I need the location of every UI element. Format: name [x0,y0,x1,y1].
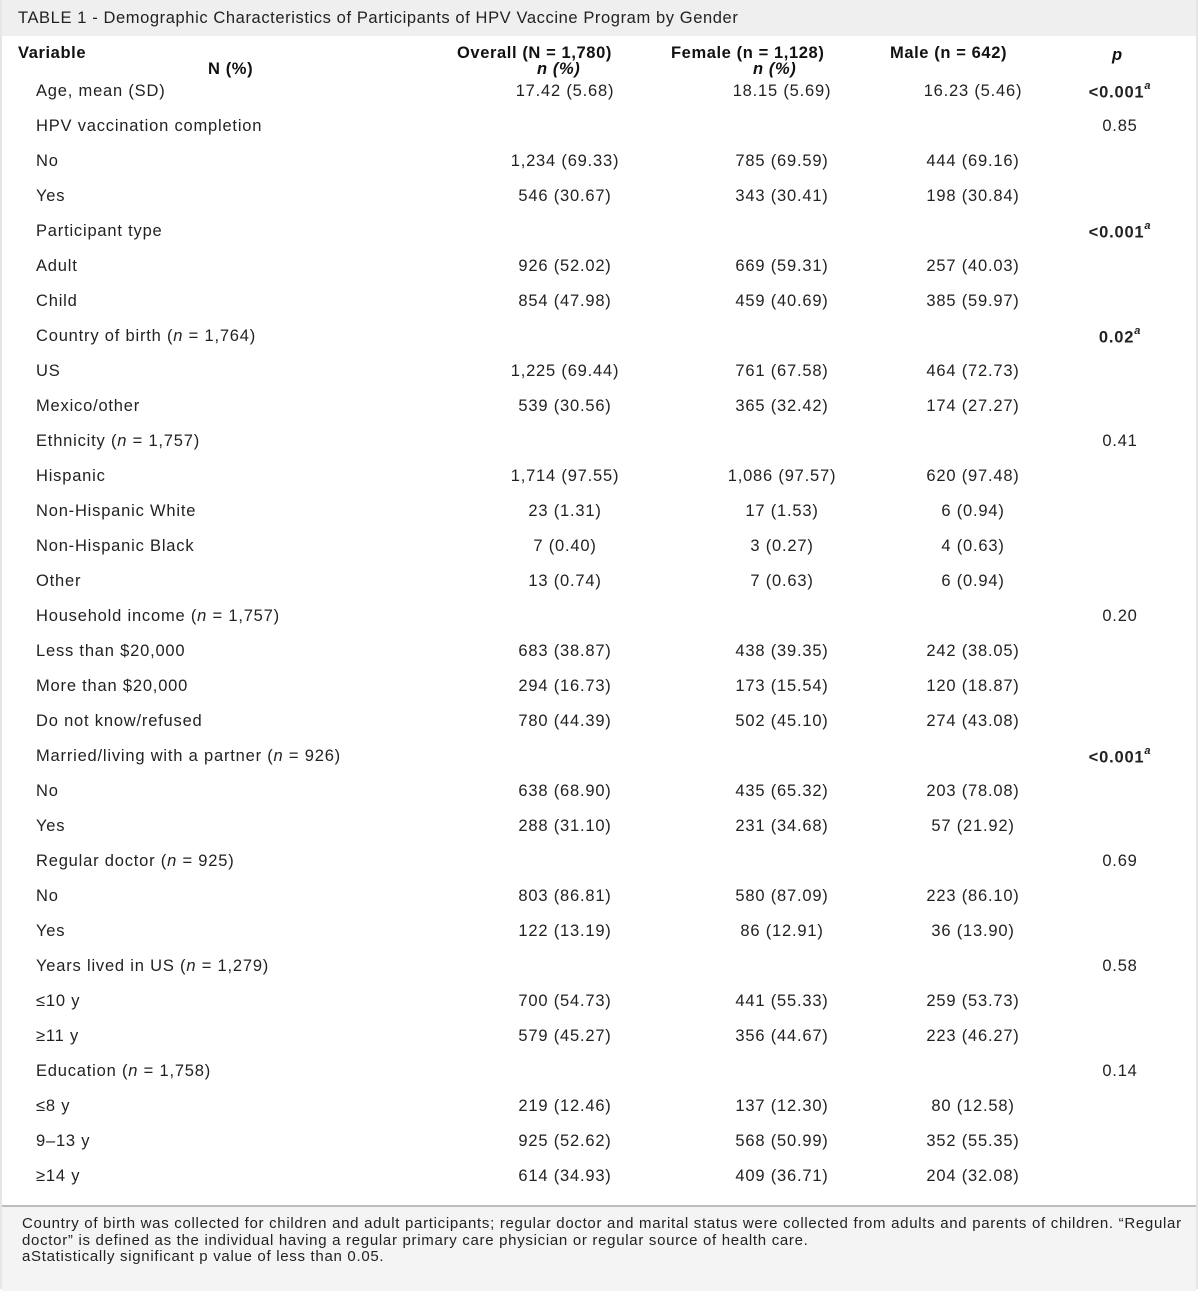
table-row [0,671,1200,706]
table-row [0,356,1200,391]
header-variable: Variable [18,44,87,62]
cell-female: 1,086 (97.57) [727,467,837,485]
header-p-value: p [1112,46,1123,64]
header-female: Female (n = 1,128) [671,44,825,62]
cell-p-value [1060,957,1180,976]
cell-overall: 614 (34.93) [518,1167,612,1185]
header-overall-label: Overall (N = 1,780) [457,44,612,62]
cell-overall: 683 (38.87) [518,642,612,660]
cell-overall: 579 (45.27) [518,1027,612,1045]
cell-male: 223 (46.27) [926,1027,1020,1045]
cell-p-value [1060,607,1180,626]
cell-overall: 926 (52.02) [518,257,612,275]
cell-male: 198 (30.84) [926,187,1020,205]
table-row [0,1161,1200,1196]
footnote-general: Country of birth was collected for children and adult participants; regular doctor and marital status were collected from adults and parents of children. “Regular doctor” is defined as the individual having a regular primary care physician or regular source of health care. [22,1215,1182,1249]
row-label: Hispanic [36,467,106,485]
table-row [0,1021,1200,1056]
cell-female: 785 (69.59) [735,152,829,170]
cell-female: 502 (45.10) [735,712,829,730]
cell-male: 242 (38.05) [926,642,1020,660]
row-label: Do not know/refused [36,712,203,730]
cell-overall: 294 (16.73) [518,677,612,695]
row-label: No [36,152,59,170]
cell-overall: 546 (30.67) [518,187,612,205]
p-value-text: <0.001 [1088,223,1145,242]
p-value-text: 0.85 [1102,117,1138,135]
row-label: ≥14 y [36,1167,81,1185]
cell-overall: 17.42 (5.68) [515,82,615,100]
row-label: No [36,887,59,905]
row-label: Education (n = 1,758) [36,1062,212,1080]
header-overall-sub: n (%) [537,60,581,78]
cell-overall: 7 (0.40) [533,537,597,555]
table-title: TABLE 1 - Demographic Characteristics of Participants of HPV Vaccine Program by Gender [2,0,1196,36]
cell-overall: 219 (12.46) [518,1097,612,1115]
p-value-text: 0.69 [1102,852,1138,870]
cell-overall: 638 (68.90) [518,782,612,800]
cell-female: 3 (0.27) [750,537,814,555]
cell-overall: 23 (1.31) [528,502,602,520]
significance-marker: a [1144,80,1152,92]
cell-male: 203 (78.08) [926,782,1020,800]
cell-overall: 1,714 (97.55) [510,467,620,485]
cell-overall: 122 (13.19) [518,922,612,940]
cell-male: 444 (69.16) [926,152,1020,170]
row-label: Other [36,572,82,590]
cell-female: 409 (36.71) [735,1167,829,1185]
row-label: No [36,782,59,800]
cell-overall: 780 (44.39) [518,712,612,730]
table-row [0,741,1200,776]
table-row [0,1126,1200,1161]
cell-male: 274 (43.08) [926,712,1020,730]
cell-male: 4 (0.63) [941,537,1005,555]
cell-male: 385 (59.97) [926,292,1020,310]
cell-male: 16.23 (5.46) [923,82,1023,100]
p-value-text: 0.20 [1102,607,1138,625]
cell-female: 356 (44.67) [735,1027,829,1045]
row-label: Yes [36,817,66,835]
p-value-text: 0.58 [1102,957,1138,975]
table-row [0,251,1200,286]
table-row [0,951,1200,986]
cell-p-value [1060,432,1180,451]
row-label: Yes [36,187,66,205]
table-row [0,986,1200,1021]
table-row [0,286,1200,321]
cell-male: 80 (12.58) [931,1097,1015,1115]
row-label: Non-Hispanic White [36,502,197,520]
cell-male: 620 (97.48) [926,467,1020,485]
cell-female: 438 (39.35) [735,642,829,660]
table-row [0,181,1200,216]
table-row [0,321,1200,356]
table-row [0,391,1200,426]
p-value-text: 0.14 [1102,1062,1138,1080]
table-row [0,111,1200,146]
cell-female: 18.15 (5.69) [732,82,832,100]
cell-p-value [1060,327,1180,348]
cell-male: 257 (40.03) [926,257,1020,275]
cell-male: 174 (27.27) [926,397,1020,415]
table-row [0,146,1200,181]
row-label: Married/living with a partner (n = 926) [36,747,341,765]
row-label: Ethnicity (n = 1,757) [36,432,201,450]
cell-overall: 925 (52.62) [518,1132,612,1150]
cell-overall: 539 (30.56) [518,397,612,415]
row-label: Adult [36,257,78,275]
row-label: Mexico/other [36,397,141,415]
cell-p-value [1060,747,1180,768]
row-label: ≥11 y [36,1027,80,1045]
cell-p-value [1060,1062,1180,1081]
cell-overall: 700 (54.73) [518,992,612,1010]
cell-male: 352 (55.35) [926,1132,1020,1150]
cell-overall: 1,234 (69.33) [510,152,620,170]
cell-female: 17 (1.53) [745,502,819,520]
significance-marker: a [1144,220,1152,232]
table-row [0,846,1200,881]
p-value-text: 0.41 [1102,432,1138,450]
table-row [0,881,1200,916]
p-value-text: 0.02 [1098,328,1135,347]
row-label: More than $20,000 [36,677,189,695]
row-label: Country of birth (n = 1,764) [36,327,257,345]
cell-p-value [1060,852,1180,871]
cell-female: 761 (67.58) [735,362,829,380]
cell-male: 6 (0.94) [941,502,1005,520]
cell-female: 137 (12.30) [735,1097,829,1115]
p-value-text: <0.001 [1088,83,1145,102]
row-label: ≤10 y [36,992,81,1010]
table-body [0,76,1200,1196]
table-row [0,566,1200,601]
cell-female: 86 (12.91) [740,922,824,940]
table-row [0,916,1200,951]
p-value-text: <0.001 [1088,748,1145,767]
row-label: Regular doctor (n = 925) [36,852,235,870]
cell-overall: 13 (0.74) [528,572,602,590]
table-row [0,461,1200,496]
cell-female: 343 (30.41) [735,187,829,205]
cell-female: 435 (65.32) [735,782,829,800]
header-female-sub: n (%) [753,60,797,78]
cell-female: 7 (0.63) [750,572,814,590]
table-row [0,216,1200,251]
table-row [0,496,1200,531]
row-label: Years lived in US (n = 1,279) [36,957,270,975]
significance-marker: a [1134,325,1142,337]
cell-male: 464 (72.73) [926,362,1020,380]
row-label: US [36,362,61,380]
cell-male: 36 (13.90) [931,922,1015,940]
cell-male: 6 (0.94) [941,572,1005,590]
footnote-significance: aStatistically significant p value of less than 0.05. [22,1248,385,1265]
header-male: Male (n = 642) [890,44,1008,62]
cell-overall: 288 (31.10) [518,817,612,835]
table-row [0,426,1200,461]
cell-overall: 803 (86.81) [518,887,612,905]
cell-male: 259 (53.73) [926,992,1020,1010]
cell-male: 57 (21.92) [931,817,1015,835]
cell-p-value [1060,222,1180,243]
table-row [0,1091,1200,1126]
table-row [0,531,1200,566]
cell-p-value [1060,117,1180,136]
cell-female: 441 (55.33) [735,992,829,1010]
table-row [0,776,1200,811]
cell-male: 204 (32.08) [926,1167,1020,1185]
header-variable-sub: N (%) [208,60,254,78]
cell-female: 669 (59.31) [735,257,829,275]
cell-female: 173 (15.54) [735,677,829,695]
table-row [0,811,1200,846]
table-row [0,706,1200,741]
table-row [0,76,1200,111]
cell-female: 459 (40.69) [735,292,829,310]
row-label: 9–13 y [36,1132,91,1150]
table-row [0,1056,1200,1091]
cell-female: 580 (87.09) [735,887,829,905]
cell-overall: 1,225 (69.44) [510,362,620,380]
cell-female: 231 (34.68) [735,817,829,835]
cell-female: 365 (32.42) [735,397,829,415]
header-overall [457,44,612,63]
row-label: ≤8 y [36,1097,71,1115]
row-label: Participant type [36,222,163,240]
row-label: Household income (n = 1,757) [36,607,280,625]
cell-overall: 854 (47.98) [518,292,612,310]
row-label: Child [36,292,78,310]
cell-male: 223 (86.10) [926,887,1020,905]
cell-p-value [1060,82,1180,103]
row-label: HPV vaccination completion [36,117,263,135]
row-label: Non-Hispanic Black [36,537,195,555]
table-row [0,601,1200,636]
cell-female: 568 (50.99) [735,1132,829,1150]
row-label: Less than $20,000 [36,642,186,660]
row-label: Age, mean (SD) [36,82,166,100]
cell-male: 120 (18.87) [926,677,1020,695]
row-label: Yes [36,922,66,940]
significance-marker: a [1144,745,1152,757]
table-footnotes [2,1207,1196,1291]
table-row [0,636,1200,671]
